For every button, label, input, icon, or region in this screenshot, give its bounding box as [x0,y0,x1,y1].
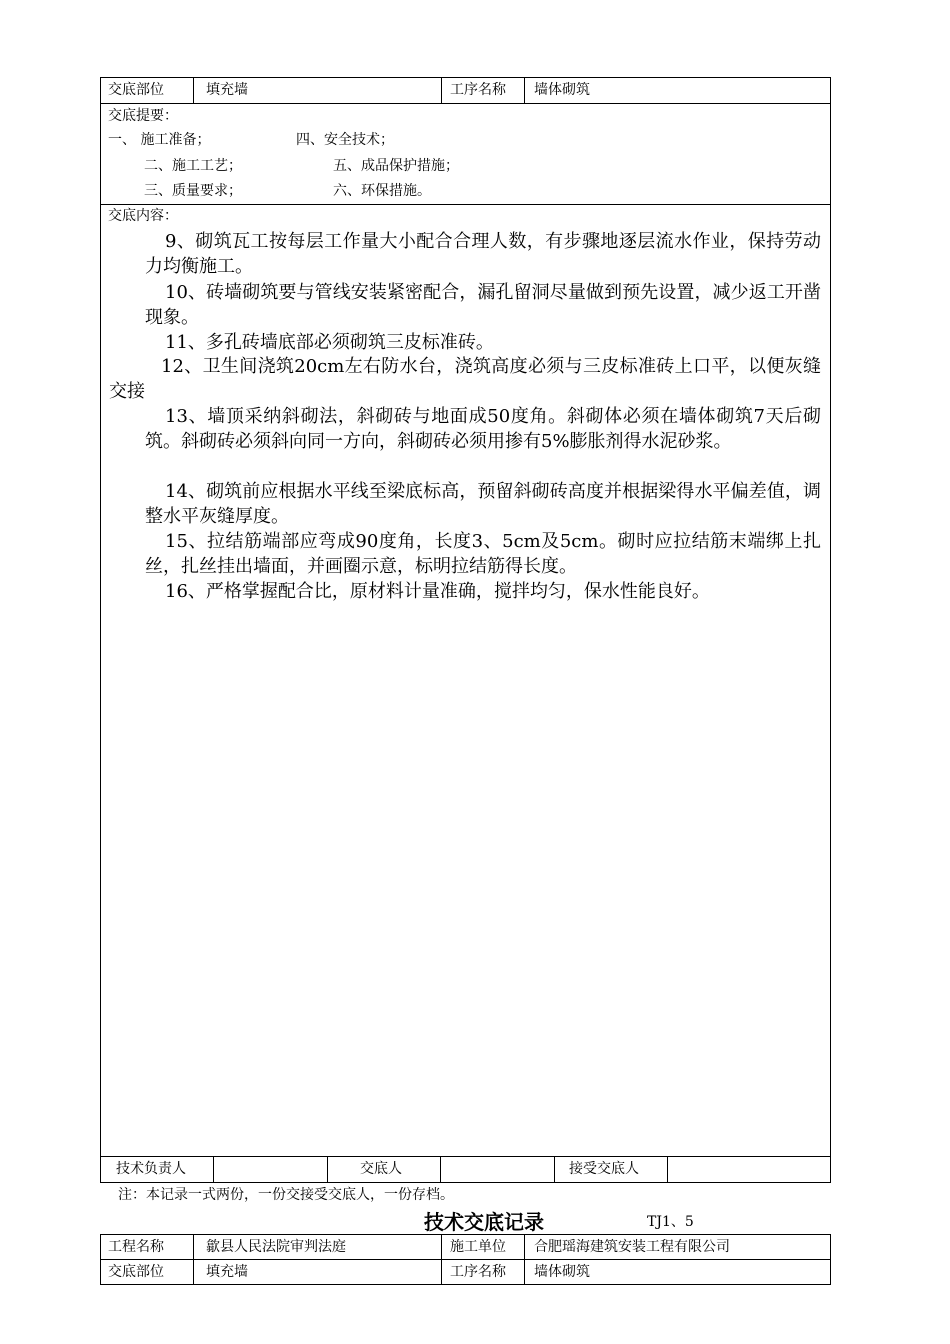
next-process-value: 墙体砌筑 [534,1264,590,1280]
content-paragraph-15: 15、拉结筋端部应弯成90度角，长度3、5cm及5cm。砌时应拉结筋末端绑上扎丝，扎丝挂出墙面，并画圈示意，标明拉结筋得长度。 [145,531,821,577]
record-title: 技术交底记录 [424,1210,544,1234]
col-divider [667,1156,668,1183]
part-value: 填充墙 [206,82,248,98]
next-part-label: 交底部位 [108,1264,164,1280]
content-paragraph-11: 11、多孔砖墙底部必须砌筑三皮标准砖。 [165,332,494,353]
col-divider [554,1156,555,1183]
discloser-label: 交底人 [360,1161,402,1177]
col-divider [193,77,194,103]
project-value: 歙县人民法院审判法庭 [206,1239,346,1255]
summary-item-2: 二、施工工艺； [144,158,242,174]
row-divider [100,103,831,104]
unit-label: 施工单位 [450,1239,506,1255]
next-part-value: 填充墙 [206,1264,248,1280]
row-divider [100,204,831,205]
unit-value: 合肥瑶海建筑安装工程有限公司 [534,1239,730,1255]
summary-item-6: 六、环保措施。 [333,183,431,199]
process-value: 墙体砌筑 [534,82,590,98]
content-paragraph-12: 12、卫生间浇筑20cm左右防水台，浇筑高度必须与三皮标准砖上口平，以便灰缝交接 [109,356,821,402]
summary-heading: 交底提要： [108,108,178,124]
row-divider [100,1156,831,1157]
col-divider [441,1234,442,1285]
receiver-label: 接受交底人 [569,1161,639,1177]
col-divider [441,77,442,103]
record-code: TJ1、5 [647,1214,694,1230]
content-paragraph-10: 10、砖墙砌筑要与管线安装紧密配合，漏孔留洞尽量做到预先设置，减少返工开凿现象。 [145,282,821,328]
summary-item-4: 四、安全技术； [296,132,394,148]
process-label: 工序名称 [450,82,506,98]
next-process-label: 工序名称 [450,1264,506,1280]
col-divider [440,1156,441,1183]
tech-lead-label: 技术负责人 [116,1161,186,1177]
summary-item-1: 一、 施工准备； [108,132,211,148]
content-paragraph-16: 16、严格掌握配合比，原材料计量准确，搅拌均匀，保水性能良好。 [165,581,710,602]
content-paragraph-9: 9、砌筑瓦工按每层工作量大小配合合理人数，有步骤地逐层流水作业，保持劳动力均衡施工。 [145,231,821,277]
project-label: 工程名称 [108,1239,164,1255]
col-divider [524,77,525,103]
record-note: 注：本记录一式两份，一份交接受交底人，一份存档。 [118,1187,454,1203]
part-label: 交底部位 [108,82,164,98]
content-paragraph-14: 14、砌筑前应根据水平线至梁底标高，预留斜砌砖高度并根据梁得水平偏差值，调整水平灰缝厚度。 [145,481,821,527]
col-divider [193,1234,194,1285]
col-divider [524,1234,525,1285]
content-heading: 交底内容： [108,208,178,224]
summary-item-5: 五、成品保护措施； [333,158,459,174]
col-divider [327,1156,328,1183]
content-paragraph-13: 13、墙顶采纳斜砌法，斜砌砖与地面成50度角。斜砌体必须在墙体砌筑7天后砌筑。斜砌砖必须斜向同一方向，斜砌砖必须用掺有5%膨胀剂得水泥砂浆。 [145,406,821,452]
summary-item-3: 三、质量要求； [144,183,242,199]
col-divider [213,1156,214,1183]
